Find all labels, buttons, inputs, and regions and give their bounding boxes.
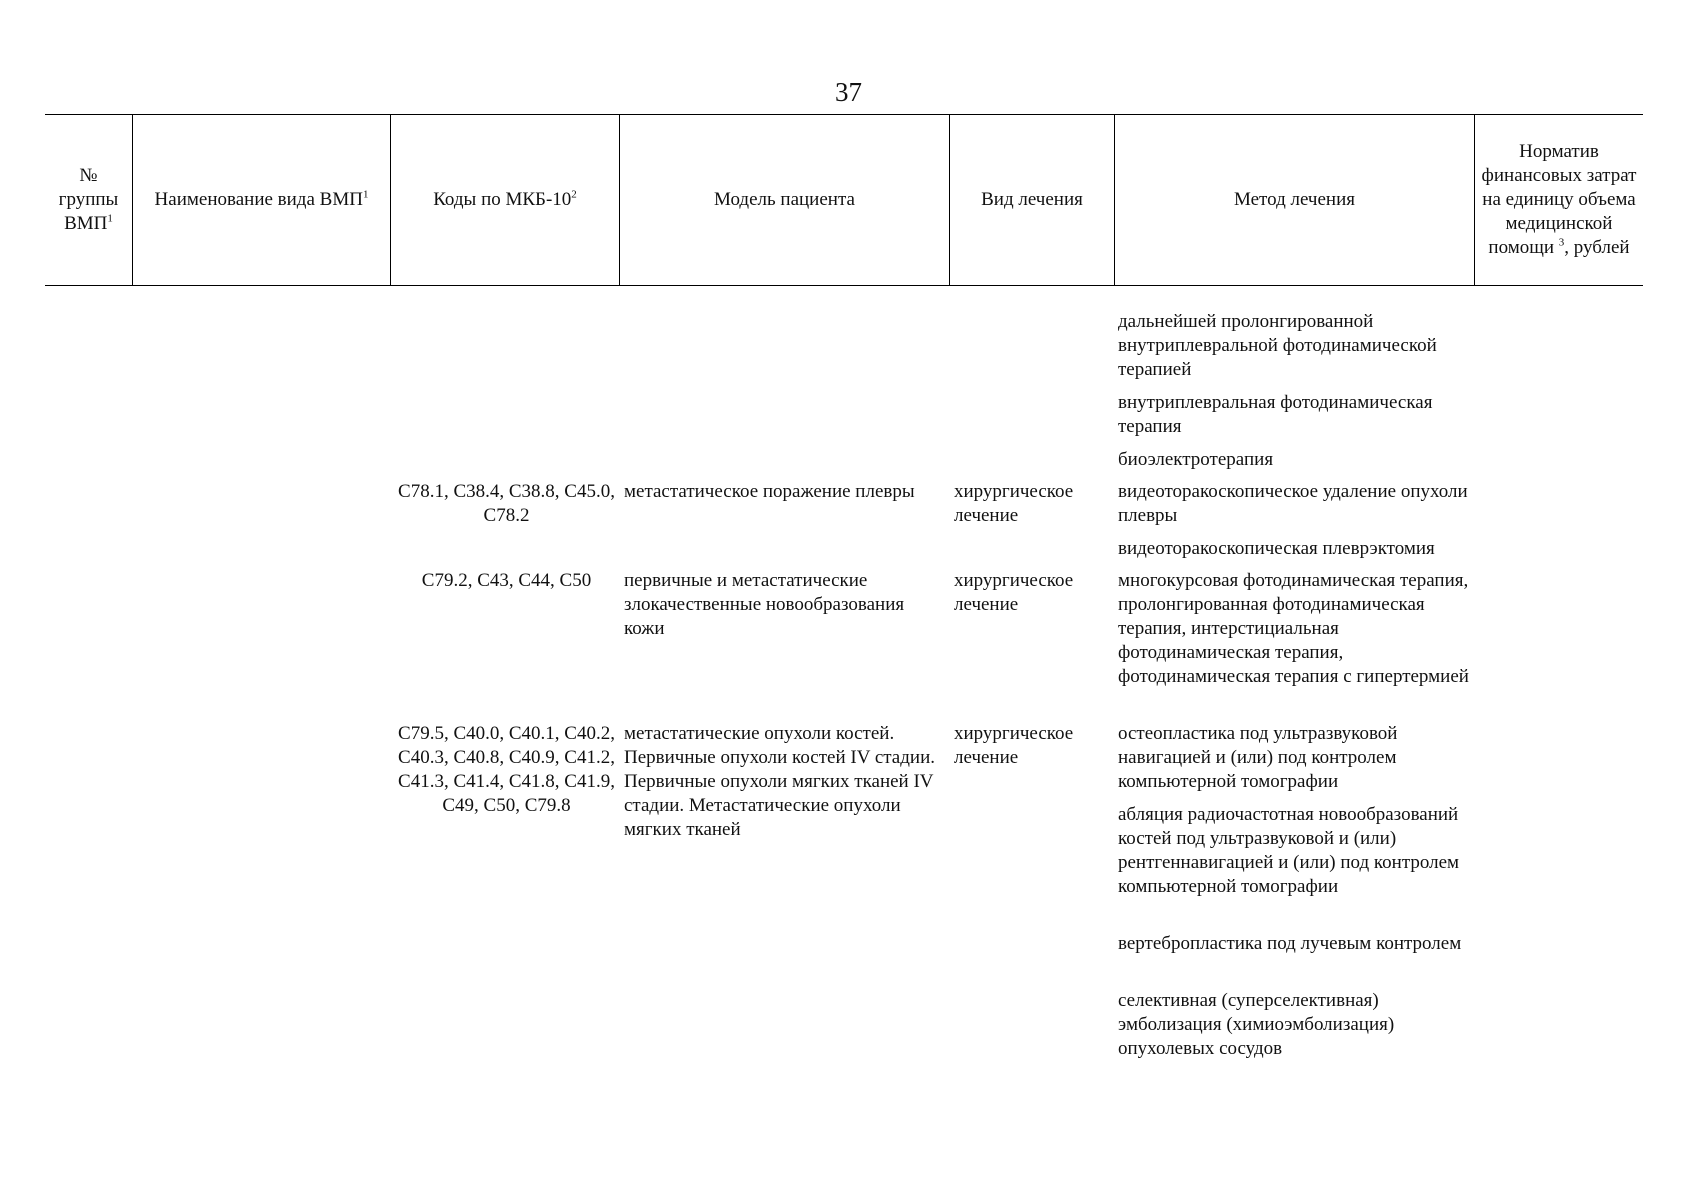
method-item: абляция радиочастотная новообразований костей под ультразвуковой и (или) рентгеннавигацией и (или) под контролем компьютерной томографии [1118, 804, 1460, 897]
footnote-mark: 1 [107, 212, 113, 225]
method-item: остеопластика под ультразвуковой навигацией и (или) под контролем компьютерной томографии [1118, 723, 1398, 792]
method-item: селективная (суперселективная) эмболизация (химиоэмболизация) опухолевых сосудов [1118, 990, 1395, 1059]
header-treatment-type [949, 115, 1114, 285]
codes-cell: C79.2, C43, C44, C50 [421, 570, 592, 591]
treatment-type-cell: хирургическое лечение [954, 570, 1074, 615]
method-item: вертебропластика под лучевым контролем [1118, 933, 1462, 954]
method-cell [1118, 310, 1473, 382]
header-cost-norm [1474, 115, 1643, 285]
method-item: внутриплевральная фотодинамическая терапия [1118, 392, 1433, 437]
model-cell: первичные и метастатические злокачественные новообразования кожи [624, 570, 905, 639]
model-cell: метастатическое поражение плевры [624, 481, 915, 502]
footnote-mark: 1 [362, 188, 369, 201]
treatment-type-cell: хирургическое лечение [954, 723, 1074, 768]
header-treatment-method-label: Метод лечения [1233, 189, 1355, 210]
codes-cell: C79.5, C40.0, C40.1, C40.2, C40.3, C40.8, C40.9, C41.2, C41.3, C41.4, C41.8, C41.9, C49, C50, C79.8 [398, 723, 615, 816]
treatment-type-cell: хирургическое лечение [954, 481, 1074, 526]
model-cell: метастатические опухоли костей. Первичные опухоли костей IV стадии. Первичные опухоли мягких тканей IV стадии. Метастатические опухоли мягких тканей [624, 723, 935, 840]
header-patient-model [619, 115, 949, 285]
header-vmp-name-label: Наименование вида ВМП [154, 189, 363, 210]
method-item: биоэлектротерапия [1118, 449, 1274, 470]
table-header [45, 114, 1643, 286]
header-group-number-label: № группы ВМП [58, 165, 119, 234]
header-mkb-codes [390, 115, 619, 285]
method-item: видеоторакоскопическое удаление опухоли плевры [1118, 481, 1468, 526]
header-group-number [45, 115, 132, 285]
header-cost-norm-label: Норматив финансовых затрат на единицу объема медицинской помощи [1481, 141, 1637, 258]
header-patient-model-label: Модель пациента [714, 189, 855, 210]
header-cost-norm-tail: , рублей [1564, 237, 1630, 258]
header-treatment-type-label: Вид лечения [981, 189, 1083, 210]
codes-cell: C78.1, C38.4, C38.8, C45.0, C78.2 [398, 481, 615, 526]
header-mkb-codes-label: Коды по МКБ-10 [433, 189, 572, 210]
method-item: многокурсовая фотодинамическая терапия, пролонгированная фотодинамическая терапия, интерстициальная фотодинамическая терапия, фотодинамическая терапия с гипертермией [1118, 570, 1469, 687]
method-item: дальнейшей пролонгированной внутриплевральной фотодинамической терапией [1118, 311, 1437, 380]
header-vmp-name [132, 115, 390, 285]
method-item: видеоторакоскопическая плеврэктомия [1118, 538, 1435, 559]
header-treatment-method [1114, 115, 1474, 285]
page-number: 37 [835, 77, 862, 107]
footnote-mark: 3 [1558, 236, 1565, 249]
footnote-mark: 2 [571, 188, 577, 201]
